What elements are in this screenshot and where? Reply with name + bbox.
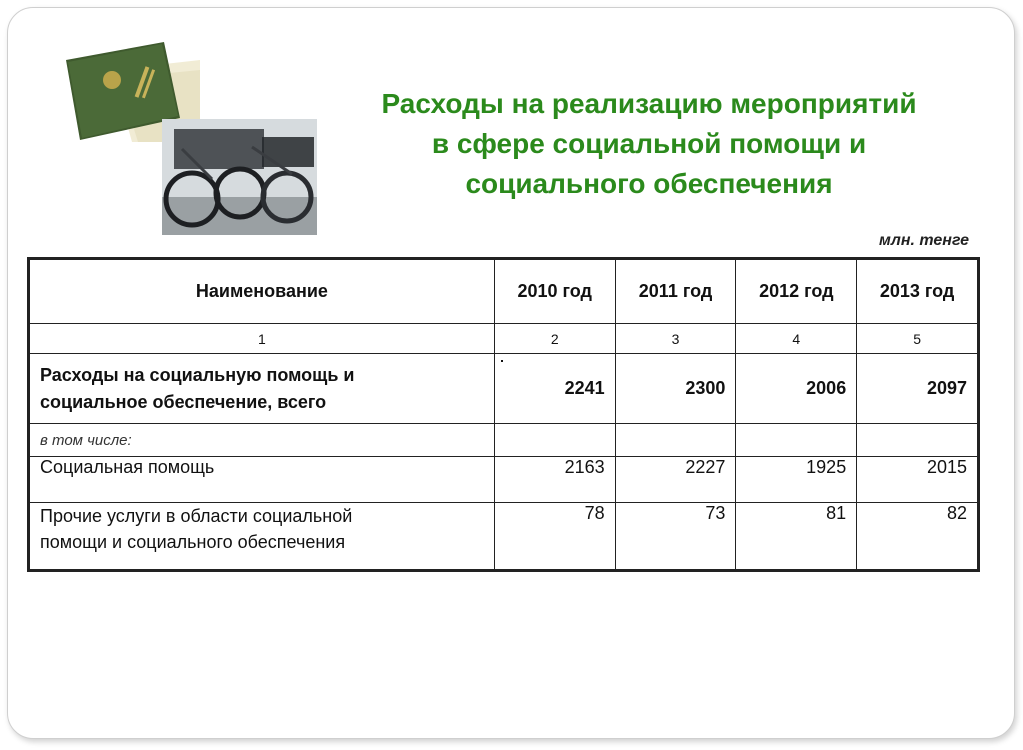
table-row-including xyxy=(29,424,979,457)
row-name xyxy=(29,503,495,571)
header-2011: 2011 год xyxy=(615,259,736,324)
value-2012: 2006 xyxy=(736,354,857,424)
value-2011: 2227 xyxy=(615,457,736,503)
value-2012: 1925 xyxy=(736,457,857,503)
column-number: 2 xyxy=(494,324,615,354)
unit-label: млн. тенге xyxy=(879,232,969,249)
column-number: 3 xyxy=(615,324,736,354)
column-number: 5 xyxy=(857,324,979,354)
wheelchairs-image xyxy=(162,119,317,235)
header-2010: 2010 год xyxy=(494,259,615,324)
table-row-other-services xyxy=(29,503,979,571)
table-row-total xyxy=(29,354,979,424)
value-2011: 2300 xyxy=(615,354,736,424)
row-name-line-2: социальное обеспечение, всего xyxy=(40,391,327,412)
title-line-1: Расходы на реализацию мероприятий xyxy=(381,88,917,119)
row-name xyxy=(29,354,495,424)
value-2013 xyxy=(857,424,979,457)
value-2010: 2163 xyxy=(494,457,615,503)
column-number: 1 xyxy=(29,324,495,354)
value-2010: 2241 xyxy=(494,354,615,424)
row-name-line-1: Расходы на социальную помощь и xyxy=(40,364,355,385)
value-2010 xyxy=(494,424,615,457)
value-2012 xyxy=(736,424,857,457)
header-2013: 2013 год xyxy=(857,259,979,324)
value-2013: 2097 xyxy=(857,354,979,424)
title-line-2: в сфере социальной помощи и xyxy=(431,128,867,159)
header-2012: 2012 год xyxy=(736,259,857,324)
column-number-row xyxy=(29,324,979,354)
header-name: Наименование xyxy=(29,259,495,324)
slide-title xyxy=(318,84,980,204)
value-2013: 2015 xyxy=(857,457,979,503)
row-name-line-1: Прочие услуги в области социальной xyxy=(40,506,353,526)
row-name: Социальная помощь xyxy=(29,457,495,503)
value-2012: 81 xyxy=(736,503,857,571)
value-2010: 78 xyxy=(494,503,615,571)
title-line-3: социального обеспечения xyxy=(465,168,833,199)
column-number: 4 xyxy=(736,324,857,354)
table-row-social-help xyxy=(29,457,979,503)
expenses-table xyxy=(27,257,980,572)
table-header-row xyxy=(29,259,979,324)
row-name-line-2: помощи и социального обеспечения xyxy=(40,532,346,552)
value-2013: 82 xyxy=(857,503,979,571)
value-2011 xyxy=(615,424,736,457)
value-2011: 73 xyxy=(615,503,736,571)
row-name: в том числе: xyxy=(29,424,495,457)
